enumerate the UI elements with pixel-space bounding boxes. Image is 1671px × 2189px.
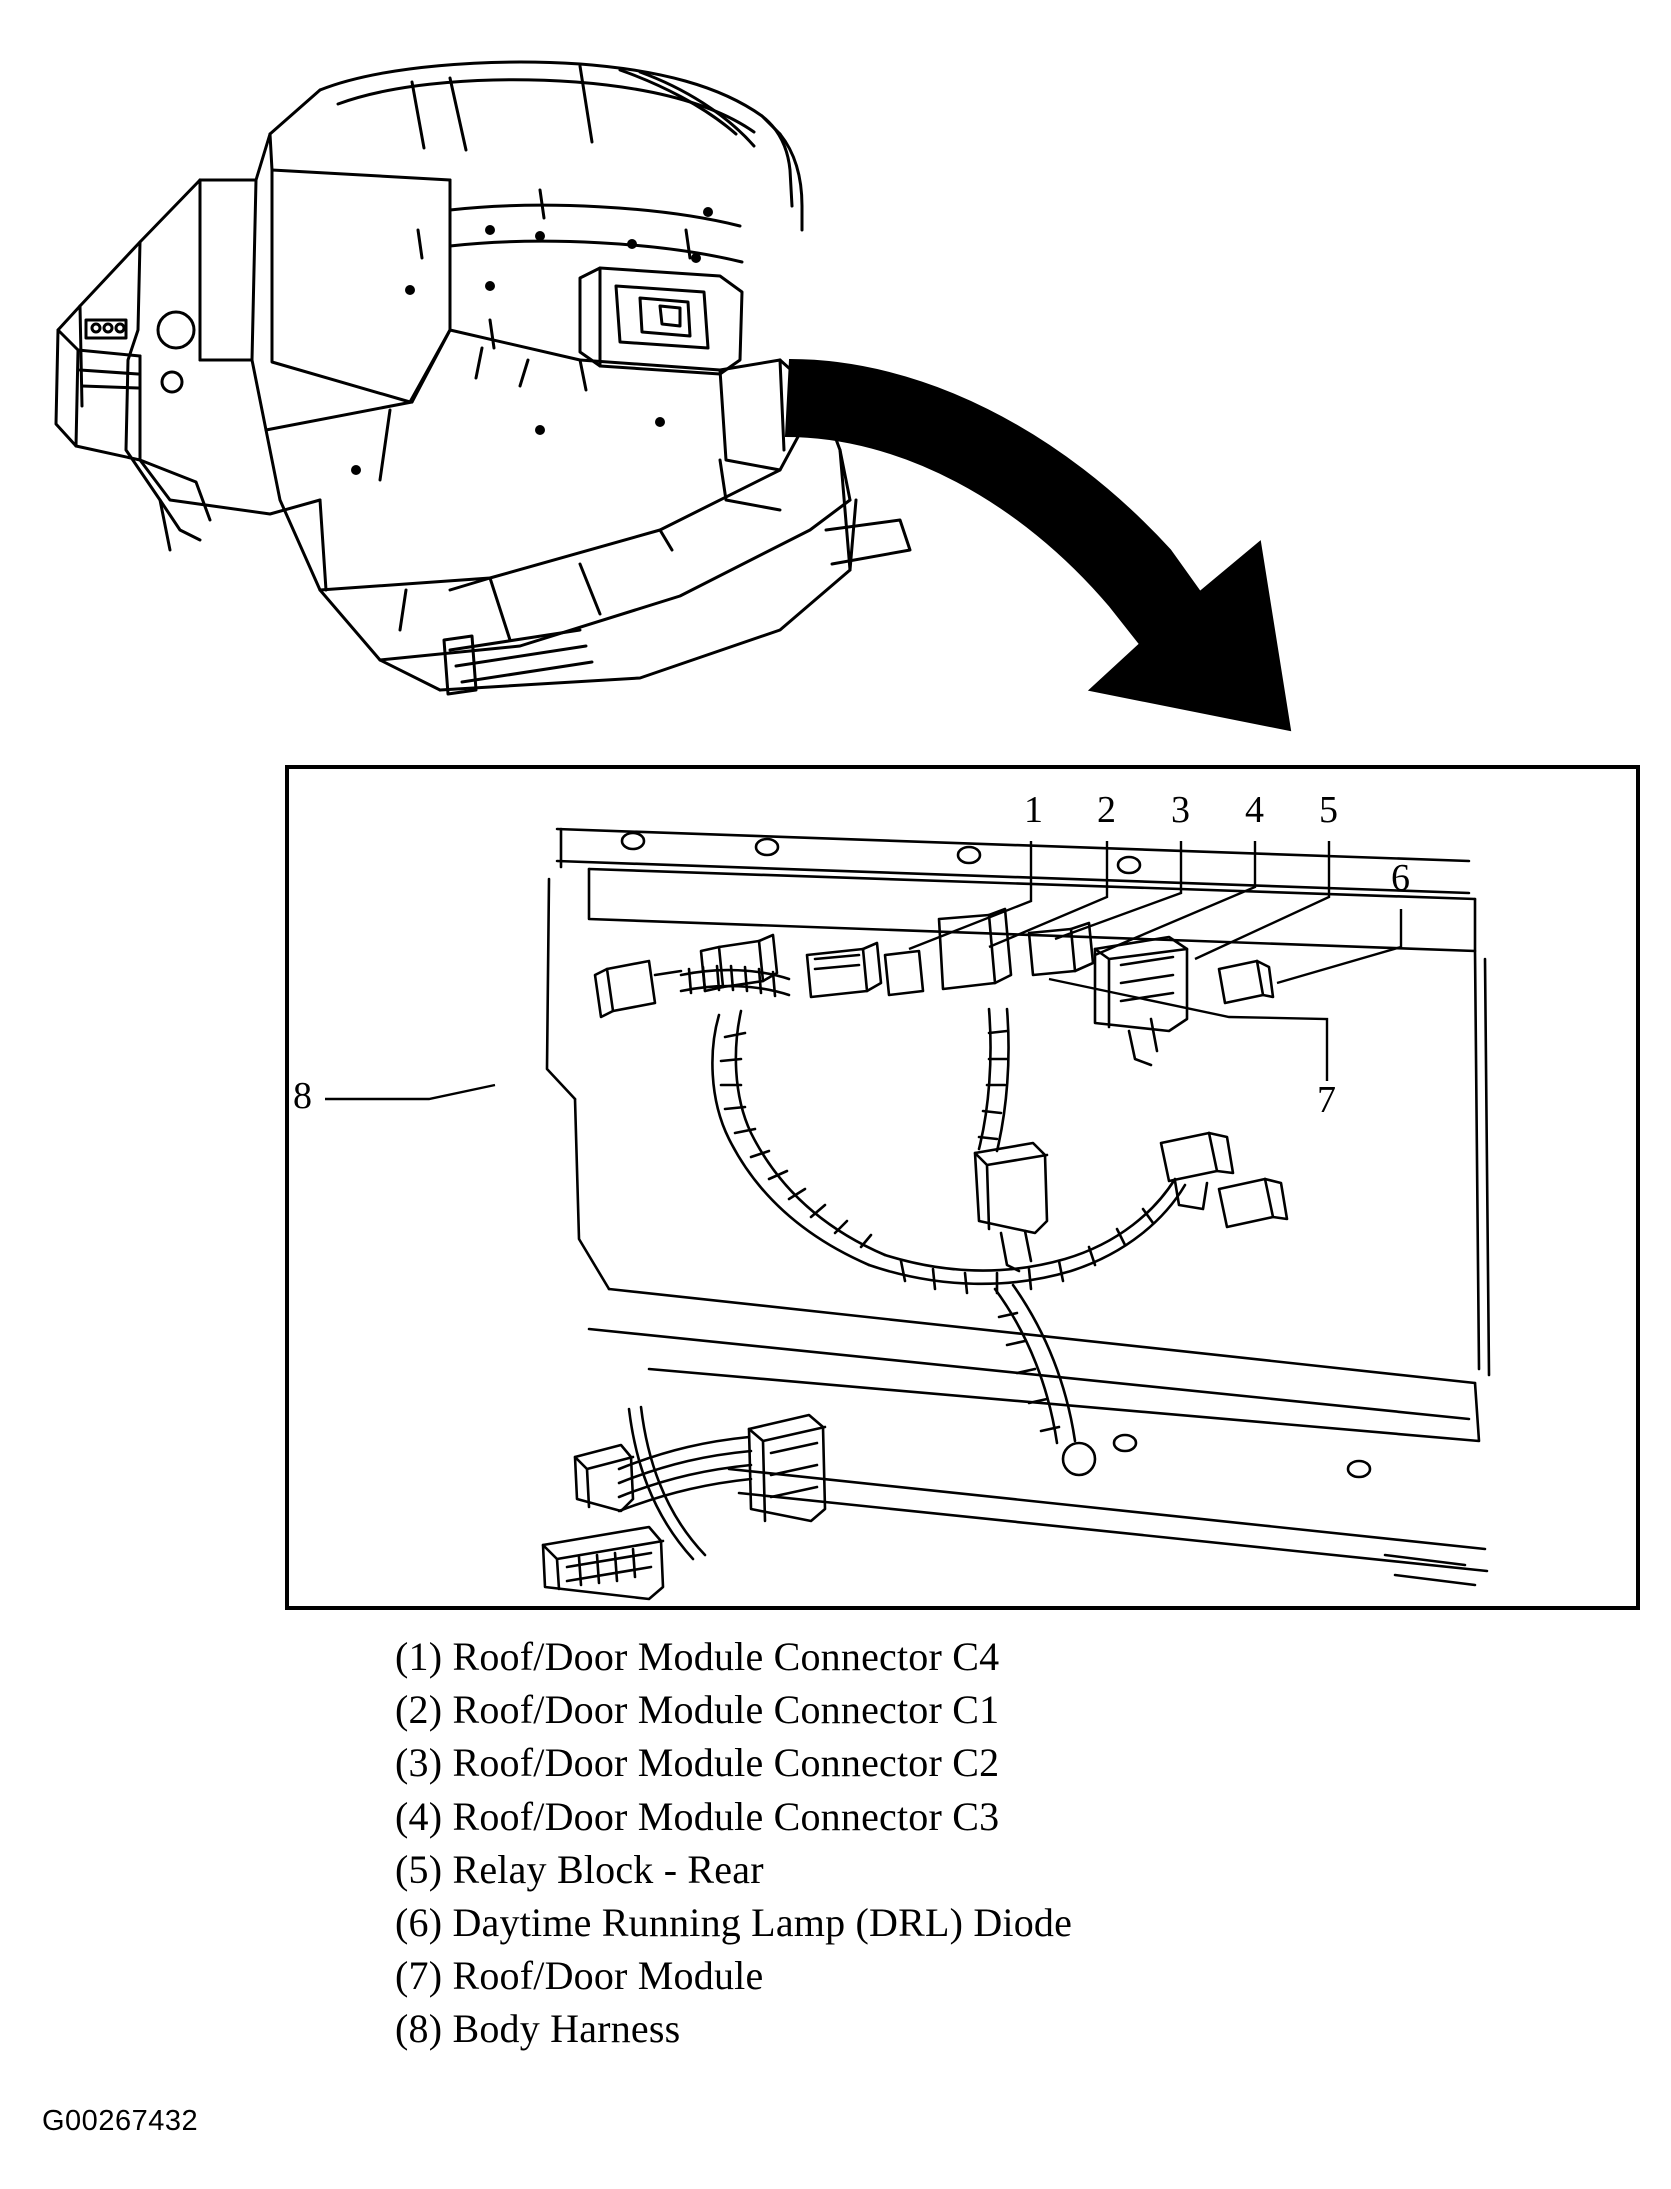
legend-label: Roof/Door Module Connector C2	[452, 1740, 1000, 1786]
legend-marker: (7)	[395, 1953, 443, 1999]
callout-1: 1	[1024, 789, 1043, 831]
vehicle-body-shell-illustration	[20, 30, 1420, 750]
legend-marker: (5)	[395, 1846, 443, 1892]
legend-label: Roof/Door Module Connector C4	[452, 1634, 1000, 1679]
legend-marker: (4)	[395, 1793, 443, 1839]
legend-label: Roof/Door Module	[452, 1953, 764, 1999]
legend-marker: (2)	[395, 1687, 443, 1733]
legend-item	[395, 1790, 1495, 1843]
callout-7: 7	[1317, 1079, 1336, 1121]
legend-item	[395, 1630, 1495, 1683]
legend-label: Roof/Door Module Connector C3	[452, 1793, 1000, 1839]
legend-list	[395, 1630, 1495, 2056]
legend-item	[395, 1843, 1495, 1896]
callout-4: 4	[1245, 789, 1264, 831]
detail-panel	[285, 765, 1640, 1610]
pointer-arrow	[786, 360, 1290, 730]
figure-id: G00267432	[42, 2105, 199, 2137]
legend-item	[395, 1949, 1495, 2002]
legend-marker: (8)	[395, 2006, 443, 2052]
legend-label: Body Harness	[452, 2006, 681, 2052]
legend-item	[395, 2002, 1495, 2055]
callout-3: 3	[1171, 789, 1190, 831]
legend-label: Daytime Running Lamp (DRL) Diode	[452, 1899, 1073, 1945]
legend-marker: (3)	[395, 1740, 443, 1786]
legend-item	[395, 1896, 1495, 1949]
legend-marker: (1)	[395, 1634, 443, 1679]
legend-marker: (6)	[395, 1899, 443, 1945]
callout-5: 5	[1319, 789, 1338, 831]
callout-2: 2	[1097, 789, 1116, 831]
legend-label: Relay Block - Rear	[452, 1846, 764, 1892]
legend-item	[395, 1736, 1495, 1789]
legend-item	[395, 1683, 1495, 1736]
legend-label: Roof/Door Module Connector C1	[452, 1687, 1000, 1733]
callout-8: 8	[293, 1075, 312, 1117]
callout-6: 6	[1391, 857, 1410, 899]
rear-body-harness-illustration	[289, 769, 1636, 1606]
